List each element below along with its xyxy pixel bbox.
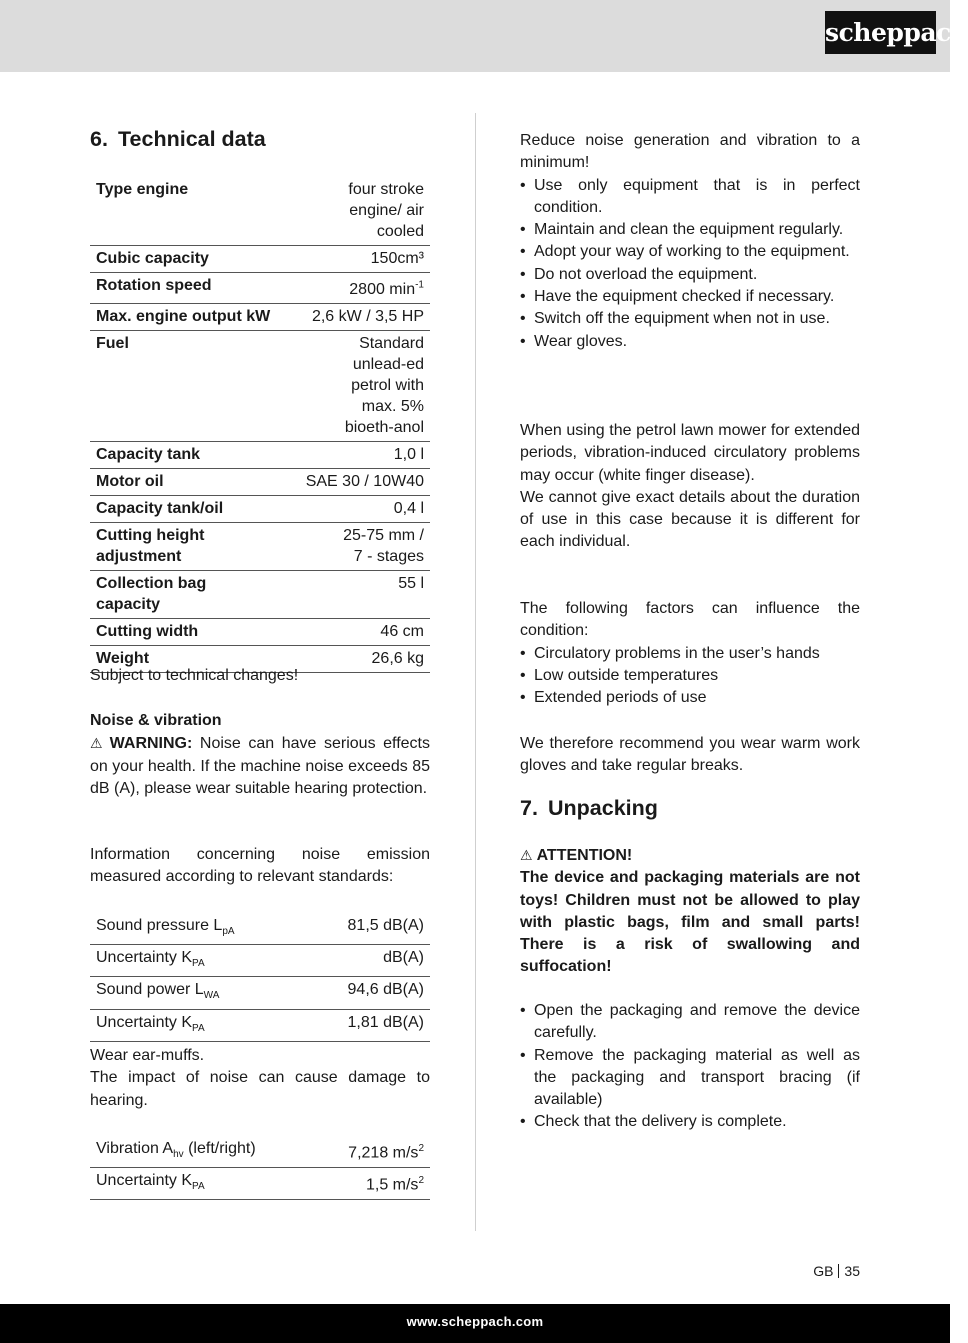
noise-row: Sound pressure $L_{pA}$ 81,5 dB(A) (90, 913, 430, 945)
list-item: • Wear gloves. (520, 331, 860, 353)
vibration-row: Vibration $A_{hv}$ (left/right) 7,218 $m/s^2$ (90, 1136, 430, 1168)
scheppach-logo: scheppach (825, 11, 936, 54)
ear-muffs-block (90, 1045, 430, 1112)
reduce-intro: Reduce noise generation and vibration to a minimum! (520, 132, 860, 172)
wear-ear-muffs: Wear ear-muffs. (90, 1047, 205, 1064)
attention-label: ⚠ ATTENTION! (520, 847, 633, 864)
list-item: • Remove the packaging material as well as the packaging and transport bracing (if available) (520, 1045, 860, 1112)
list-item: • Low outside temperatures (520, 665, 860, 687)
attention-text: The device and packaging materials are not toys! Children must not be allowed to play with plastic bags, film and small parts! There is a risk of swallowing and suffocation! (520, 869, 860, 976)
list-item: • Use only equipment that is in perfect condition. (520, 175, 860, 220)
page-number-separator (838, 1264, 839, 1278)
list-item: • Open the packaging and remove the device carefully. (520, 1000, 860, 1045)
subject-to-changes: Subject to technical changes! (90, 667, 299, 684)
noise-row: Uncertainty $K_{PA}$ 1,81 dB(A) (90, 1009, 430, 1041)
factors-block (520, 598, 860, 709)
spec-row-cutting-height: Cutting height adjustment 25-75 mm / 7 - stages (90, 523, 430, 571)
spec-row-rotation-speed: Rotation speed 2800 $\min^{-1}$ (90, 273, 430, 304)
spec-row-type-engine: Type engine four stroke engine/ air cooled (90, 177, 430, 246)
rotation-speed-value: 2800 $\min^{-1}$ (349, 280, 424, 299)
spec-row-fuel: Fuel Standard unlead-ed petrol with max. 5% bioeth-anol (90, 331, 430, 442)
noise-impact-text: The impact of noise can cause damage to hearing. (90, 1069, 430, 1109)
list-item: • Do not overload the equipment. (520, 264, 860, 286)
page-number: GB 35 (813, 1263, 860, 1279)
header-bar (0, 0, 968, 72)
warning-triangle-icon: ⚠ (520, 847, 533, 863)
noise-info-text: Information concerning noise emission measured according to relevant standards: (90, 846, 430, 886)
section-title-technical-data: 6. Technical data (90, 127, 266, 151)
spec-row-cubic-capacity: Cubic capacity 150cm³ (90, 246, 430, 273)
noise-section (90, 710, 430, 800)
list-item: • Check that the delivery is complete. (520, 1111, 860, 1133)
column-divider (475, 113, 476, 1231)
list-item: • Switch off the equipment when not in use. (520, 308, 860, 330)
spec-row-capacity-tank-oil: Capacity tank/oil 0,4 l (90, 496, 430, 523)
warning-triangle-icon: ⚠ (90, 735, 106, 752)
noise-heading: Noise & vibration (90, 712, 222, 729)
spec-row-cutting-width: Cutting width 46 cm (90, 619, 430, 646)
reduce-block (520, 130, 860, 353)
noise-table (90, 913, 430, 1042)
reduce-list (520, 175, 860, 353)
list-item: • Adopt your way of working to the equipment. (520, 241, 860, 263)
noise-row: Sound power $L_{WA}$ 94,6 dB(A) (90, 977, 430, 1009)
noise-row: Uncertainty $K_{PA}$ dB(A) (90, 945, 430, 977)
factors-list (520, 643, 860, 710)
list-item: • Have the equipment checked if necessary. (520, 286, 860, 308)
vibration-row: Uncertainty $K_{PA}$ 1,5 $m/s^2$ (90, 1168, 430, 1200)
factors-intro: The following factors can influence the condition: (520, 600, 860, 640)
spec-row-collection-bag: Collection bag capacity 55 l (90, 571, 430, 619)
footer-url: www.scheppach.com (406, 1314, 544, 1329)
spec-row-max-engine-output: Max. engine output kW 2,6 kW / 3,5 HP (90, 304, 430, 331)
footer-bar (0, 1304, 950, 1343)
attention-block (520, 844, 860, 979)
spec-row-weight: Weight 26,6 kg (90, 646, 430, 673)
spec-table (90, 177, 430, 673)
spec-row-motor-oil: Motor oil SAE 30 / 10W40 (90, 469, 430, 496)
section-title-unpacking: 7. Unpacking (520, 796, 658, 820)
extended-use-block (520, 420, 860, 554)
recommend-text: We therefore recommend you wear warm work gloves and take regular breaks. (520, 735, 860, 775)
spec-row-capacity-tank: Capacity tank 1,0 l (90, 442, 430, 469)
extended-use-text: When using the petrol lawn mower for extended periods, vibration-induced circulatory problems may occur (white finger disease). (520, 422, 860, 484)
duration-text: We cannot give exact details about the duration of use in this case because it is different for each individual. (520, 488, 860, 551)
list-item: • Circulatory problems in the user’s hands (520, 643, 860, 665)
list-item: • Extended periods of use (520, 687, 860, 709)
unpack-list (520, 1000, 860, 1134)
list-item: • Maintain and clean the equipment regularly. (520, 219, 860, 241)
vibration-table (90, 1136, 430, 1200)
noise-warning: ⚠ WARNING: Noise can have serious effects on your health. If the machine noise exceeds 85 dB (A), please wear suitable hearing protection. (90, 735, 430, 797)
